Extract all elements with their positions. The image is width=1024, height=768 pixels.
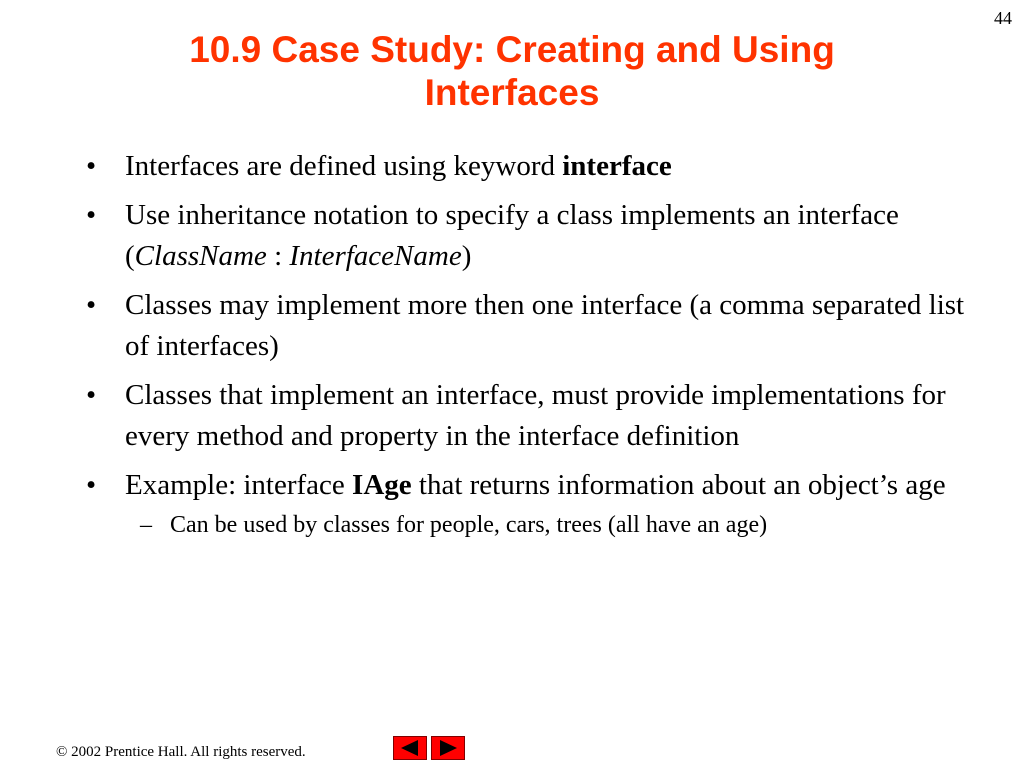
- bullet-text: Use inheritance notation to specify a class implements an interface (: [125, 199, 899, 272]
- bullet-marker: •: [86, 379, 97, 411]
- keyword-bold: interface: [562, 150, 672, 182]
- bullet-marker: •: [86, 469, 97, 501]
- previous-slide-button[interactable]: [393, 736, 427, 760]
- slide-title: [0, 28, 1024, 114]
- bullet-text: Example: interface: [125, 469, 353, 501]
- sub-bullet-item: [86, 510, 966, 540]
- italic-class-name: ClassName: [134, 240, 267, 272]
- keyword-bold: IAge: [352, 469, 412, 501]
- bullet-marker: •: [86, 199, 97, 231]
- bullet-text: that returns information about an object’s age: [411, 469, 946, 501]
- sub-bullet-text: Can be used by classes for people, cars, trees (all have an age): [170, 512, 768, 538]
- bullet-marker: •: [86, 150, 97, 182]
- bullet-item: [86, 285, 966, 367]
- slide-content: [86, 146, 966, 540]
- sub-bullet-marker: –: [140, 512, 152, 538]
- bullet-item: [86, 375, 966, 457]
- bullet-text: :: [266, 240, 290, 272]
- bullet-text: Interfaces are defined using keyword: [125, 150, 563, 182]
- bullet-text: Classes that implement an interface, must provide implementations for every method and property in the interface definition: [125, 379, 946, 452]
- slide-title-line-1: 10.9 Case Study: Creating and Using: [189, 29, 835, 70]
- bullet-text: Classes may implement more then one interface (a comma separated list of interfaces): [125, 289, 965, 362]
- bullet-item: [86, 465, 966, 506]
- slide-title-line-2: Interfaces: [424, 72, 600, 113]
- bullet-item: [86, 195, 966, 277]
- next-slide-button[interactable]: [431, 736, 465, 760]
- slide-navigation: [393, 736, 465, 760]
- right-arrow-icon: [432, 737, 464, 759]
- italic-interface-name: InterfaceName: [289, 240, 462, 272]
- left-arrow-icon: [394, 737, 426, 759]
- copyright-symbol: ©: [56, 744, 68, 760]
- bullet-item: [86, 146, 966, 187]
- copyright-text: 2002 Prentice Hall. All rights reserved.: [67, 744, 306, 760]
- bullet-marker: •: [86, 289, 97, 321]
- bullet-text: ): [461, 240, 472, 272]
- page-number: 44: [994, 8, 1012, 28]
- copyright-footer: [56, 744, 306, 761]
